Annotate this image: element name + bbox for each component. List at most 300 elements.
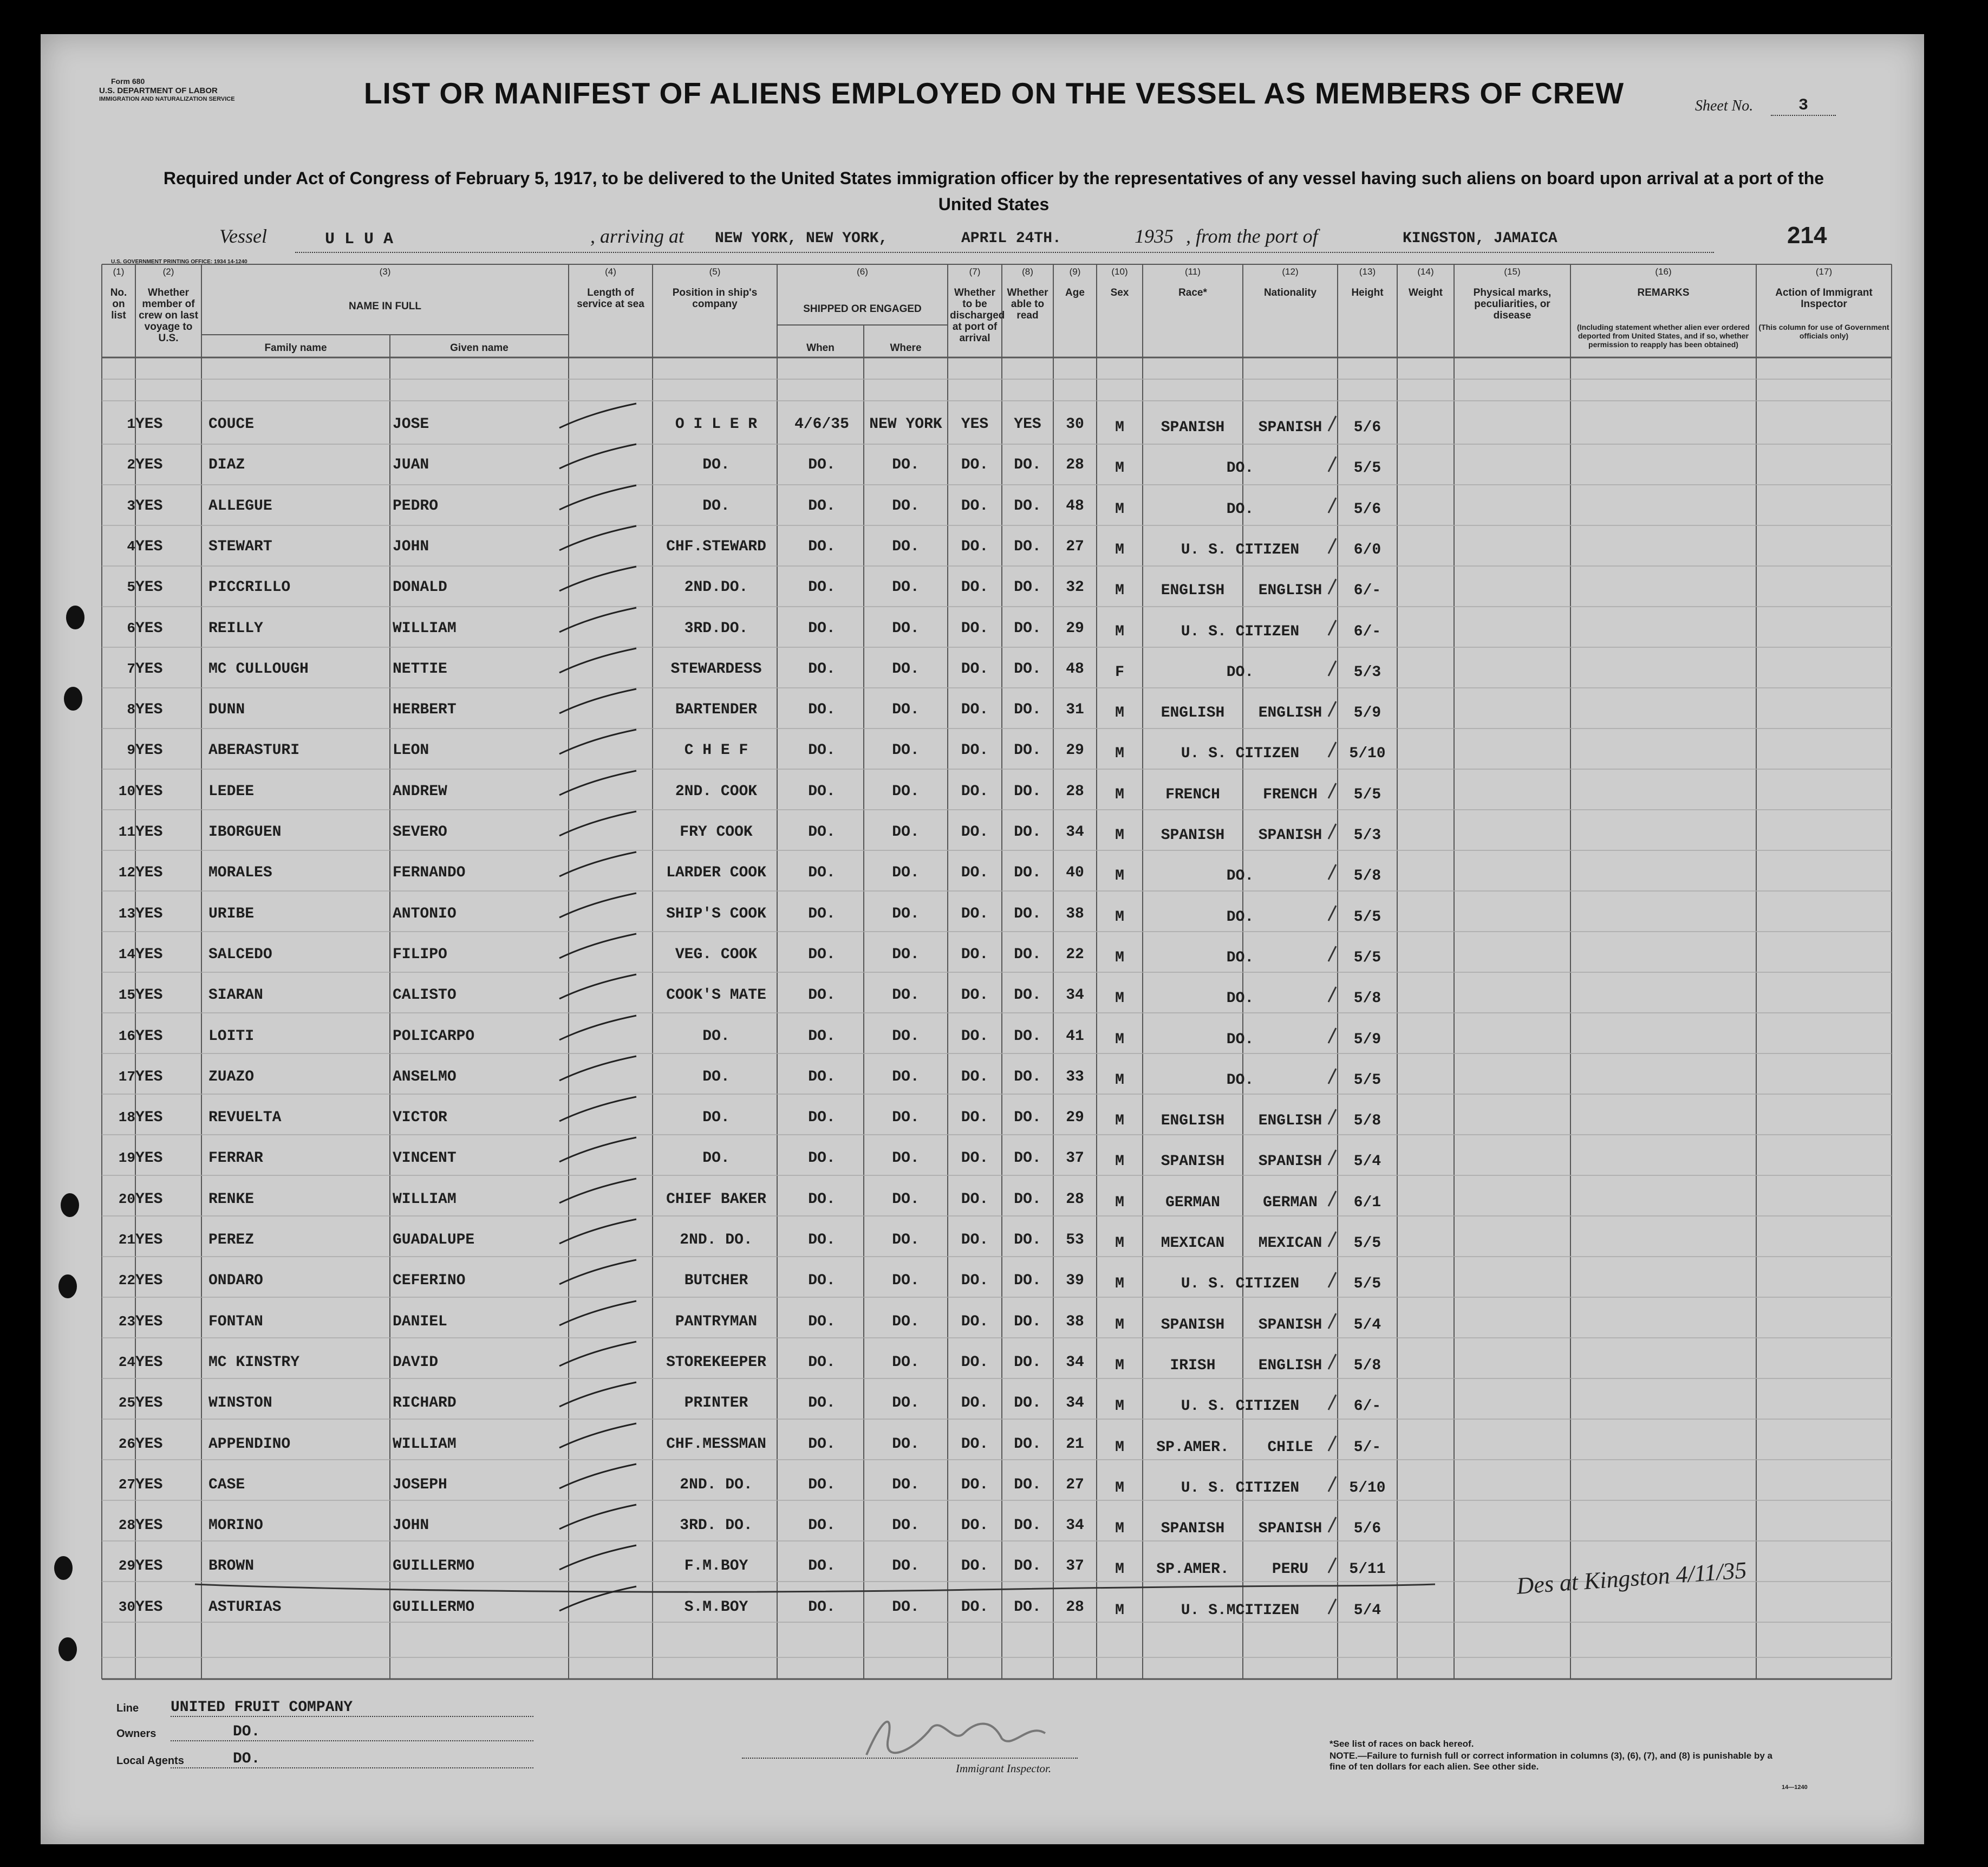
- crew-last-voyage: YES: [135, 1068, 163, 1085]
- crew-last-voyage: YES: [135, 1435, 163, 1453]
- able-to-read: DO.: [1014, 660, 1041, 678]
- check-mark-icon: [1324, 1269, 1340, 1291]
- sex: M: [1115, 1479, 1124, 1497]
- race: SP.AMER.: [1156, 1439, 1229, 1456]
- owners-label: Owners: [116, 1728, 157, 1740]
- service-tally-mark: [555, 972, 642, 1004]
- sex: M: [1115, 990, 1124, 1007]
- height: 5/5: [1353, 949, 1381, 966]
- service-tally-mark: [555, 441, 642, 474]
- check-mark-icon: [1324, 1147, 1340, 1168]
- check-mark-icon: [1324, 1596, 1340, 1617]
- check-mark-icon: [1324, 1065, 1340, 1087]
- check-mark-icon: [1324, 698, 1340, 720]
- age: 29: [1066, 1109, 1084, 1127]
- arrival-year: 1935: [1135, 225, 1174, 247]
- shipped-when: DO.: [808, 742, 836, 759]
- shipped-when: 4/6/35: [794, 416, 849, 433]
- race: DO.: [1226, 1031, 1254, 1048]
- column-number: (1): [113, 266, 125, 277]
- row-number: 6: [127, 620, 135, 636]
- note-label: NOTE.: [1329, 1751, 1358, 1761]
- position: DO.: [702, 1068, 730, 1085]
- column-subheader: When: [806, 342, 835, 354]
- shipped-where: DO.: [892, 946, 920, 963]
- given-name: SEVERO: [393, 824, 447, 841]
- shipped-where: DO.: [892, 1476, 920, 1493]
- row-number: 7: [127, 660, 135, 677]
- race: DO.: [1226, 990, 1254, 1007]
- column-number: (4): [605, 266, 616, 277]
- position: CHF.MESSMAN: [666, 1435, 766, 1453]
- column-number: (6): [857, 266, 868, 277]
- to-be-discharged: DO.: [961, 1558, 989, 1575]
- given-name: WILLIAM: [393, 1435, 457, 1453]
- position: PRINTER: [684, 1395, 748, 1412]
- crew-last-voyage: YES: [135, 824, 163, 841]
- department-name: U.S. DEPARTMENT OF LABOR: [99, 86, 218, 95]
- given-name: HERBERT: [393, 701, 457, 719]
- shipped-where: DO.: [892, 783, 920, 800]
- service-tally-mark: [555, 1257, 642, 1290]
- sex: M: [1115, 1357, 1124, 1374]
- shipped-where: DO.: [892, 497, 920, 515]
- handwritten-remark: Des at Kingston 4/11/35: [1515, 1557, 1748, 1599]
- line-label: Line: [116, 1702, 139, 1714]
- sex: M: [1115, 623, 1124, 640]
- age: 28: [1066, 1598, 1084, 1616]
- race: DO.: [1226, 500, 1254, 518]
- shipped-when: DO.: [808, 1313, 836, 1330]
- sex: M: [1115, 1031, 1124, 1048]
- shipped-when: DO.: [808, 1027, 836, 1045]
- position: VEG. COOK: [675, 946, 758, 963]
- age: 34: [1066, 824, 1084, 841]
- column-number: (7): [969, 266, 981, 277]
- check-mark-icon: [1324, 984, 1340, 1005]
- check-mark-icon: [1324, 1025, 1340, 1046]
- able-to-read: DO.: [1014, 824, 1041, 841]
- able-to-read: DO.: [1014, 579, 1041, 596]
- check-mark-icon: [1324, 821, 1340, 842]
- service-name: IMMIGRATION AND NATURALIZATION SERVICE: [99, 96, 235, 102]
- nationality: ENGLISH: [1258, 705, 1322, 722]
- shipped-when: DO.: [808, 783, 836, 800]
- sex: M: [1115, 1235, 1124, 1252]
- to-be-discharged: DO.: [961, 1354, 989, 1371]
- shipped-where: DO.: [892, 1109, 920, 1127]
- to-be-discharged: DO.: [961, 1598, 989, 1616]
- shipped-when: DO.: [808, 824, 836, 841]
- service-tally-mark: [555, 1298, 642, 1331]
- height: 5/5: [1353, 1235, 1381, 1252]
- column-number: (2): [162, 266, 174, 277]
- check-mark-icon: [1324, 1351, 1340, 1372]
- shipped-where: DO.: [892, 987, 920, 1004]
- check-mark-icon: [1324, 943, 1340, 965]
- height: 5/4: [1353, 1153, 1381, 1170]
- column-number: (9): [1069, 266, 1081, 277]
- row-number: 29: [118, 1558, 135, 1575]
- crew-last-voyage: YES: [135, 1027, 163, 1045]
- punch-hole: [66, 606, 84, 629]
- age: 48: [1066, 660, 1084, 678]
- row-number: 24: [118, 1354, 135, 1370]
- given-name: FILIPO: [393, 946, 447, 963]
- row-number: 11: [118, 824, 135, 840]
- able-to-read: DO.: [1014, 742, 1041, 759]
- sex: M: [1115, 786, 1124, 803]
- able-to-read: DO.: [1014, 783, 1041, 800]
- shipped-where: DO.: [892, 1598, 920, 1616]
- age: 22: [1066, 946, 1084, 963]
- race: MEXICAN: [1161, 1235, 1225, 1252]
- height: 5/5: [1353, 1071, 1381, 1089]
- sex: M: [1115, 419, 1124, 436]
- service-tally-mark: [555, 605, 642, 637]
- from-port-label: , from the port of: [1186, 225, 1318, 247]
- page-subtitle: Required under Act of Congress of February 5, 1917, to be delivered to the United States immigration officer by the representatives of any vessel having such aliens on board upon arrival at a port of the United States: [163, 168, 1824, 214]
- family-name: PEREZ: [208, 1232, 255, 1248]
- crew-last-voyage: YES: [135, 946, 163, 963]
- age: 27: [1066, 1476, 1084, 1493]
- check-mark-icon: [1324, 535, 1340, 557]
- given-name: DANIEL: [393, 1313, 447, 1330]
- shipped-where: DO.: [892, 905, 920, 922]
- shipped-where: DO.: [892, 1354, 920, 1371]
- column-number: (10): [1111, 266, 1128, 277]
- shipped-where: DO.: [892, 1068, 920, 1085]
- column-header: Physical marks, peculiarities, or disease: [1473, 287, 1552, 321]
- nationality: ENGLISH: [1258, 1113, 1322, 1130]
- column-number: (3): [379, 266, 391, 277]
- nationality: FRENCH: [1263, 786, 1318, 803]
- shipped-when: DO.: [808, 1272, 836, 1290]
- service-tally-mark: [555, 1135, 642, 1167]
- sheet-number: 3: [1771, 96, 1836, 116]
- given-name: FERNANDO: [393, 864, 466, 882]
- note-text: —Failure to furnish full or correct information in columns (3), (6), (7), and (8) is punishable by a fine of ten dollars for each alien. See other side.: [1329, 1751, 1772, 1772]
- family-name: COUCE: [208, 416, 255, 433]
- row-number: 12: [118, 864, 135, 881]
- position: 2ND. COOK: [675, 783, 758, 800]
- row-number: 17: [118, 1068, 135, 1085]
- height: 5/6: [1353, 500, 1381, 518]
- shipped-where: DO.: [892, 701, 920, 719]
- check-mark-icon: [1324, 739, 1340, 760]
- able-to-read: DO.: [1014, 1191, 1041, 1208]
- height: 5/8: [1353, 990, 1381, 1007]
- arrival-port: NEW YORK, NEW YORK,: [715, 230, 888, 247]
- height: 5/6: [1353, 1520, 1381, 1538]
- service-tally-mark: [555, 1339, 642, 1371]
- shipped-when: DO.: [808, 497, 836, 515]
- family-name: STEWART: [208, 538, 272, 555]
- given-name: JOHN: [393, 1517, 429, 1534]
- form-number: Form 680: [111, 77, 145, 86]
- position: S.M.BOY: [684, 1598, 748, 1616]
- column-header: Height: [1351, 287, 1384, 298]
- position: DO.: [702, 1109, 730, 1127]
- able-to-read: DO.: [1014, 1232, 1041, 1248]
- service-tally-mark: [555, 1176, 642, 1208]
- column-header: Sex: [1110, 287, 1129, 298]
- nationality: SPANISH: [1258, 827, 1322, 844]
- race: DO.: [1226, 460, 1254, 477]
- family-name: IBORGUEN: [208, 824, 282, 841]
- service-tally-mark: [555, 727, 642, 759]
- given-name: NETTIE: [393, 660, 447, 678]
- able-to-read: DO.: [1014, 1068, 1041, 1085]
- family-name: MC KINSTRY: [208, 1354, 300, 1371]
- row-number: 9: [127, 742, 135, 759]
- to-be-discharged: DO.: [961, 538, 989, 555]
- row-number: 1: [127, 416, 135, 432]
- height: 5/8: [1353, 1357, 1381, 1374]
- sex: M: [1115, 1276, 1124, 1293]
- height: 5/5: [1353, 786, 1381, 803]
- column-subheader: Where: [890, 342, 922, 354]
- nationality: SPANISH: [1258, 1153, 1322, 1170]
- age: 48: [1066, 497, 1084, 515]
- position: 2ND.DO.: [684, 579, 748, 596]
- height: 6/-: [1353, 1398, 1381, 1415]
- race: ENGLISH: [1161, 705, 1225, 722]
- crew-last-voyage: YES: [135, 783, 163, 800]
- service-tally-mark: [555, 931, 642, 964]
- shipped-where: DO.: [892, 1027, 920, 1045]
- family-name: SIARAN: [208, 987, 263, 1004]
- shipped-where: DO.: [892, 864, 920, 882]
- position: 2ND. DO.: [680, 1476, 753, 1493]
- race: U. S. CITIZEN: [1181, 745, 1300, 763]
- to-be-discharged: DO.: [961, 1313, 989, 1330]
- given-name: ANTONIO: [393, 905, 457, 922]
- height: 5/3: [1353, 663, 1381, 681]
- vessel-name: U L U A: [325, 230, 394, 249]
- shipped-when: DO.: [808, 1068, 836, 1085]
- shipped-where: DO.: [892, 1272, 920, 1290]
- punch-hole: [58, 1274, 77, 1298]
- agents-label: Local Agents: [116, 1755, 184, 1767]
- to-be-discharged: DO.: [961, 1517, 989, 1534]
- check-mark-icon: [1324, 1433, 1340, 1454]
- shipped-where: DO.: [892, 1313, 920, 1330]
- sex: M: [1115, 1153, 1124, 1170]
- check-mark-icon: [1324, 658, 1340, 679]
- race: SPANISH: [1161, 419, 1225, 436]
- able-to-read: DO.: [1014, 987, 1041, 1004]
- shipped-where: DO.: [892, 1191, 920, 1208]
- shipped-where: NEW YORK: [869, 416, 942, 433]
- given-name: GUADALUPE: [393, 1232, 475, 1248]
- given-name: CALISTO: [393, 987, 457, 1004]
- row-number: 28: [118, 1517, 135, 1534]
- column-number: (12): [1282, 266, 1299, 277]
- height: 5/10: [1349, 745, 1386, 763]
- position: FRY COOK: [680, 824, 753, 841]
- nationality: ENGLISH: [1258, 1357, 1322, 1374]
- family-name: LEDEE: [208, 783, 255, 800]
- family-name: ALLEGUE: [208, 497, 272, 515]
- race: DO.: [1226, 868, 1254, 885]
- row-number: 10: [118, 783, 135, 799]
- inspector-signature: [850, 1706, 1078, 1766]
- race: GERMAN: [1165, 1194, 1220, 1211]
- to-be-discharged: DO.: [961, 946, 989, 963]
- height: 6/-: [1353, 623, 1381, 640]
- row-number: 5: [127, 579, 135, 596]
- able-to-read: DO.: [1014, 946, 1041, 963]
- check-mark-icon: [1324, 780, 1340, 802]
- position: DO.: [702, 497, 730, 515]
- crew-last-voyage: YES: [135, 457, 163, 474]
- age: 29: [1066, 620, 1084, 637]
- able-to-read: DO.: [1014, 1150, 1041, 1167]
- position: DO.: [702, 1150, 730, 1167]
- age: 41: [1066, 1027, 1084, 1045]
- height: 5/4: [1353, 1602, 1381, 1619]
- crew-last-voyage: YES: [135, 579, 163, 596]
- height: 5/11: [1349, 1561, 1386, 1578]
- position: 3RD.DO.: [684, 620, 748, 637]
- sex: M: [1115, 705, 1124, 722]
- nationality: CHILE: [1267, 1439, 1313, 1456]
- service-tally-mark: [555, 1380, 642, 1412]
- sex: M: [1115, 745, 1124, 763]
- owners-value: DO.: [233, 1723, 260, 1740]
- age: 39: [1066, 1272, 1084, 1290]
- nationality: SPANISH: [1258, 1520, 1322, 1538]
- service-tally-mark: [555, 1217, 642, 1249]
- column-number: (14): [1417, 266, 1434, 277]
- able-to-read: DO.: [1014, 1313, 1041, 1330]
- able-to-read: DO.: [1014, 620, 1041, 637]
- family-name: REILLY: [208, 620, 263, 637]
- crew-last-voyage: YES: [135, 416, 163, 433]
- page-title: LIST OR MANIFEST OF ALIENS EMPLOYED ON THE VESSEL AS MEMBERS OF CREW: [363, 76, 1625, 110]
- race: ENGLISH: [1161, 582, 1225, 600]
- crew-last-voyage: YES: [135, 1558, 163, 1575]
- shipped-when: DO.: [808, 905, 836, 922]
- check-mark-icon: [1324, 413, 1340, 434]
- position: BARTENDER: [675, 701, 758, 719]
- shipped-when: DO.: [808, 946, 836, 963]
- family-name: URIBE: [208, 905, 255, 922]
- check-mark-icon: [1324, 1554, 1340, 1576]
- page-number: 214: [1787, 222, 1827, 249]
- to-be-discharged: DO.: [961, 742, 989, 759]
- to-be-discharged: DO.: [961, 1109, 989, 1127]
- position: STEWARDESS: [670, 660, 762, 678]
- check-mark-icon: [1324, 1310, 1340, 1332]
- check-mark-icon: [1324, 576, 1340, 597]
- height: 5/9: [1353, 1031, 1381, 1048]
- check-mark-icon: [1324, 1106, 1340, 1128]
- age: 37: [1066, 1150, 1084, 1167]
- position: SHIP'S COOK: [666, 905, 766, 922]
- to-be-discharged: DO.: [961, 905, 989, 922]
- race: U. S. CITIZEN: [1181, 623, 1300, 640]
- service-tally-mark: [555, 1461, 642, 1494]
- age: 28: [1066, 783, 1084, 800]
- given-name: JOHN: [393, 538, 429, 555]
- column-header: Length of service at sea: [577, 287, 644, 310]
- sex: M: [1115, 1113, 1124, 1130]
- row-number: 26: [118, 1435, 135, 1452]
- to-be-discharged: DO.: [961, 620, 989, 637]
- able-to-read: DO.: [1014, 1354, 1041, 1371]
- shipped-when: DO.: [808, 538, 836, 555]
- position: STOREKEEPER: [666, 1354, 766, 1371]
- shipped-where: DO.: [892, 1232, 920, 1248]
- to-be-discharged: DO.: [961, 1027, 989, 1045]
- column-number: (16): [1655, 266, 1672, 277]
- age: 34: [1066, 1395, 1084, 1412]
- form-code: 14—1240: [1782, 1784, 1808, 1791]
- nationality: SPANISH: [1258, 1316, 1322, 1333]
- to-be-discharged: DO.: [961, 497, 989, 515]
- position: CHF.STEWARD: [666, 538, 766, 555]
- family-name: REVUELTA: [208, 1109, 282, 1127]
- row-number: 25: [118, 1395, 135, 1411]
- shipped-when: DO.: [808, 1476, 836, 1493]
- shipped-when: DO.: [808, 1435, 836, 1453]
- shipped-where: DO.: [892, 538, 920, 555]
- crew-last-voyage: YES: [135, 1109, 163, 1127]
- to-be-discharged: DO.: [961, 1191, 989, 1208]
- service-tally-mark: [555, 809, 642, 841]
- sex: M: [1115, 949, 1124, 966]
- to-be-discharged: DO.: [961, 1476, 989, 1493]
- race: IRISH: [1170, 1357, 1216, 1374]
- height: 6/-: [1353, 582, 1381, 600]
- age: 34: [1066, 1354, 1084, 1371]
- to-be-discharged: DO.: [961, 1272, 989, 1290]
- sex: M: [1115, 908, 1124, 926]
- service-tally-mark: [555, 646, 642, 678]
- family-name: SALCEDO: [208, 946, 272, 963]
- inspector-label: Immigrant Inspector.: [956, 1762, 1052, 1775]
- to-be-discharged: DO.: [961, 987, 989, 1004]
- to-be-discharged: DO.: [961, 457, 989, 474]
- able-to-read: DO.: [1014, 905, 1041, 922]
- given-name: JOSEPH: [393, 1476, 447, 1493]
- check-mark-icon: [1324, 1228, 1340, 1250]
- able-to-read: DO.: [1014, 1517, 1041, 1534]
- position: 2ND. DO.: [680, 1232, 753, 1248]
- able-to-read: DO.: [1014, 1476, 1041, 1493]
- crew-last-voyage: YES: [135, 1191, 163, 1208]
- age: 28: [1066, 457, 1084, 474]
- able-to-read: DO.: [1014, 1598, 1041, 1616]
- height: 5/5: [1353, 908, 1381, 926]
- family-name: MORALES: [208, 864, 272, 882]
- to-be-discharged: DO.: [961, 579, 989, 596]
- row-number: 23: [118, 1313, 135, 1330]
- height: 6/0: [1353, 541, 1381, 558]
- sex: M: [1115, 500, 1124, 518]
- race: U. S. CITIZEN: [1181, 1398, 1300, 1415]
- check-mark-icon: [1324, 1188, 1340, 1209]
- row-number: 3: [127, 497, 135, 514]
- check-mark-icon: [1324, 1391, 1340, 1413]
- crew-last-voyage: YES: [135, 864, 163, 882]
- shipped-where: DO.: [892, 1150, 920, 1167]
- age: 31: [1066, 701, 1084, 719]
- shipped-when: DO.: [808, 864, 836, 882]
- column-header: Whether to be discharged at port of arrival: [950, 287, 1005, 344]
